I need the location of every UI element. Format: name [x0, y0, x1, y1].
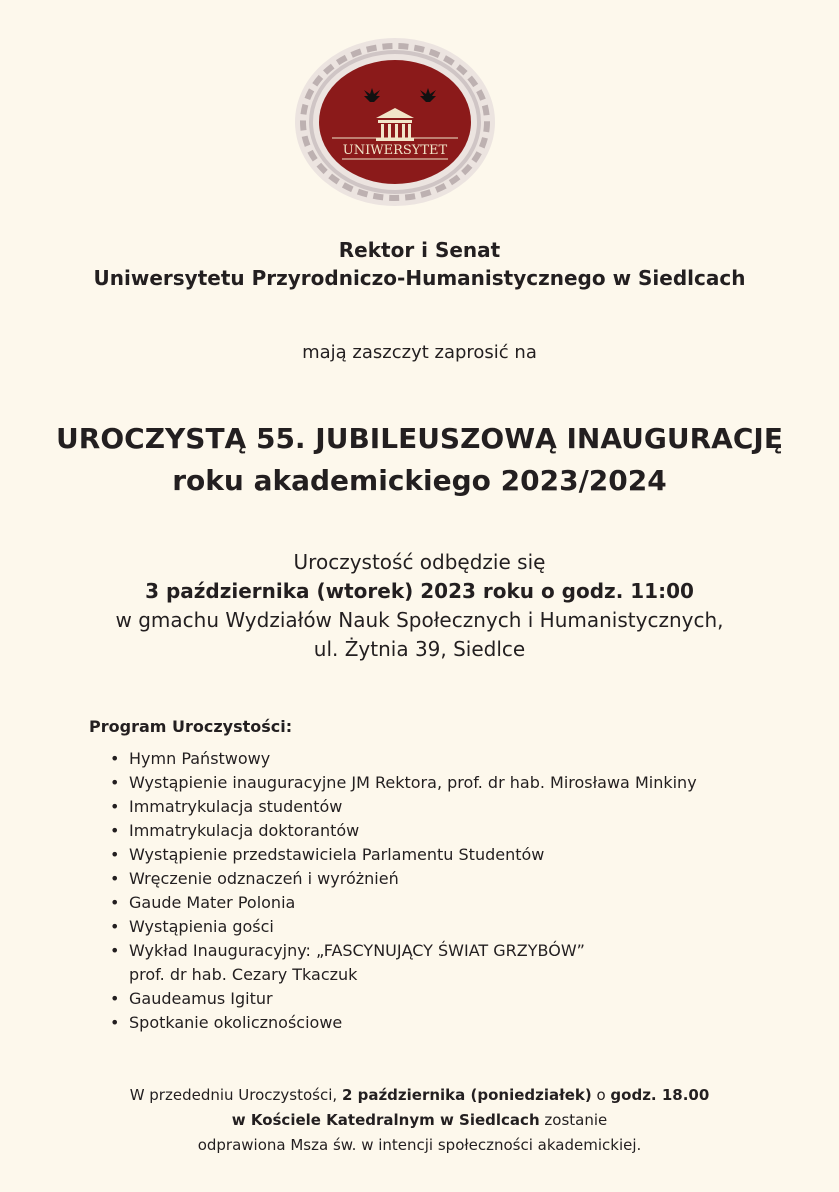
- event-line1: Uroczystość odbędzie się: [293, 550, 546, 574]
- list-item: • Wystąpienie przedstawiciela Parlamentu Studentów: [110, 843, 697, 867]
- header: [0, 236, 839, 292]
- bullet-icon: •: [110, 845, 120, 864]
- program-heading: Program Uroczystości:: [89, 717, 293, 736]
- bullet-icon: •: [110, 989, 120, 1008]
- list-item: • Wystąpienia gości: [110, 915, 697, 939]
- university-emblem: [292, 32, 498, 216]
- event-date: 3 października (wtorek) 2023 roku o godz. 11:00: [145, 579, 694, 603]
- bullet-icon: •: [110, 1013, 120, 1032]
- list-item: • Gaude Mater Polonia: [110, 891, 697, 915]
- bullet-icon: •: [110, 869, 120, 888]
- university-logo: [292, 32, 498, 216]
- list-item: • Hymn Państwowy: [110, 747, 697, 771]
- list-item: • Spotkanie okolicznościowe: [110, 1011, 697, 1035]
- list-item: • Wręczenie odznaczeń i wyróżnień: [110, 867, 697, 891]
- event-details: [0, 548, 839, 664]
- event-venue: w gmachu Wydziałów Nauk Społecznych i Humanistycznych,: [115, 608, 724, 632]
- lecture-author: prof. dr hab. Cezary Tkaczuk: [129, 965, 358, 984]
- title-line1: UROCZYSTĄ 55. JUBILEUSZOWĄ INAUGURACJĘ: [56, 422, 783, 455]
- title-line2: roku akademickiego 2023/2024: [172, 464, 667, 497]
- event-address: ul. Żytnia 39, Siedlce: [313, 637, 526, 661]
- bullet-icon: •: [110, 821, 120, 840]
- footer-line1: W przededniu Uroczystości, 2 października (poniedziałek) o godz. 18.00: [129, 1086, 710, 1104]
- bullet-icon: •: [110, 749, 120, 768]
- bullet-icon: •: [110, 917, 120, 936]
- list-item: • Wykład Inauguracyjny: „FASCYNUJĄCY ŚWIAT GRZYBÓW” prof. dr hab. Cezary Tkaczuk: [110, 939, 697, 987]
- list-item: • Immatrykulacja studentów: [110, 795, 697, 819]
- bullet-icon: •: [110, 797, 120, 816]
- bullet-icon: •: [110, 773, 120, 792]
- header-line2: Uniwersytetu Przyrodniczo-Humanistycznego w Siedlcach: [93, 266, 746, 290]
- list-item: • Wystąpienie inauguracyjne JM Rektora, prof. dr hab. Mirosława Minkiny: [110, 771, 697, 795]
- footer-line2: w Kościele Katedralnym w Siedlcach zostanie: [231, 1111, 608, 1129]
- bullet-icon: •: [110, 893, 120, 912]
- list-item: • Gaudeamus Igitur: [110, 987, 697, 1011]
- header-line1: Rektor i Senat: [338, 238, 501, 262]
- footer-line3: odprawiona Msza św. w intencji społeczności akademickiej.: [197, 1136, 642, 1154]
- program-list: [110, 747, 697, 1035]
- event-title: [0, 418, 839, 502]
- svg-text:UNIWERSYTET: UNIWERSYTET: [342, 143, 448, 158]
- bullet-icon: •: [110, 941, 120, 960]
- footer-note: [0, 1083, 839, 1158]
- list-item: • Immatrykulacja doktorantów: [110, 819, 697, 843]
- invite-text: mają zaszczyt zaprosić na: [302, 342, 537, 363]
